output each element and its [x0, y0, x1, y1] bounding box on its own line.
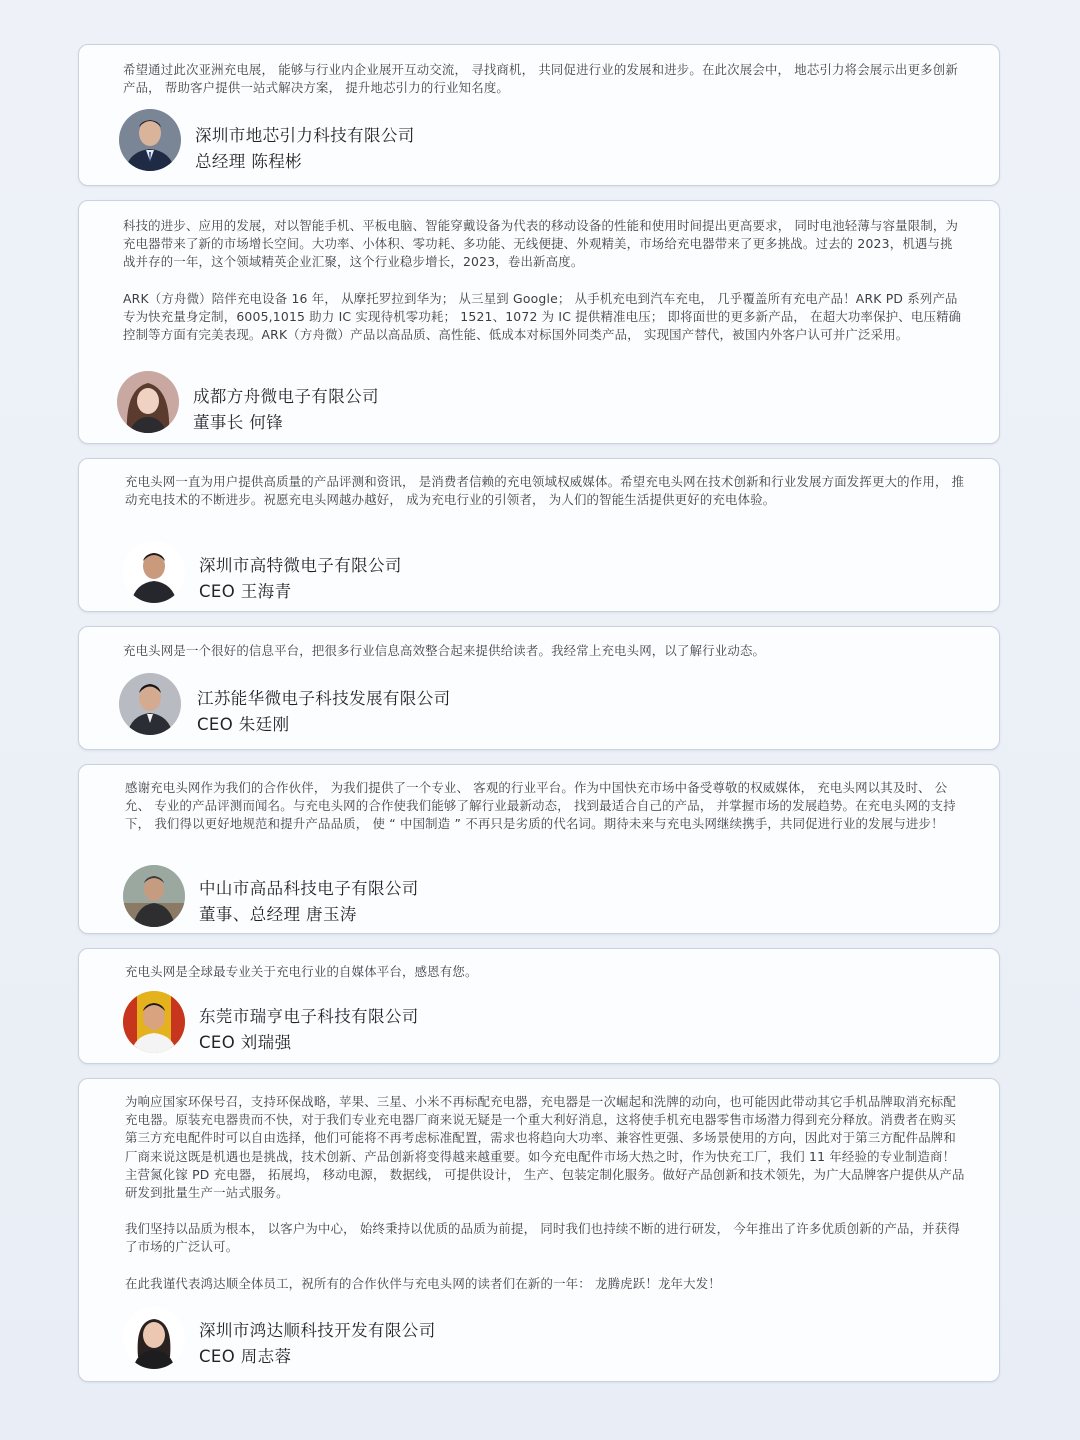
testimonial-paragraph: 感谢充电头网作为我们的合作伙伴， 为我们提供了一个专业、 客观的行业平台。作为中国快充市场中备受尊敬的权威媒体， 充电头网以其及时、 公允、 专业的产品评测而闻名。与充电头网的合作使我们能够了解行业最新动态， 找到最适合自己的产品， 并掌握市场的发展趋势。在充电头网的支持下， 我们得以更好地规范和提升产品品质， 使 “ 中国制造 ” 不再只是劣质的代名词。期待未来与充电头网继续携手，共同促进行业的发展与进步！ [125, 780, 956, 832]
company-name: 中山市高品科技电子有限公司 [199, 879, 419, 898]
company-name: 东莞市瑞亨电子科技有限公司 [199, 1007, 419, 1026]
testimonial-card [78, 626, 1000, 750]
avatar [123, 541, 185, 603]
testimonial-card [78, 458, 1000, 612]
testimonial-card [78, 1078, 1000, 1382]
avatar [123, 1307, 185, 1369]
person-title: CEO 周志蓉 [199, 1347, 292, 1366]
company-name: 深圳市高特微电子有限公司 [199, 556, 402, 575]
testimonial-card [78, 200, 1000, 444]
man-portrait-icon [123, 991, 185, 1053]
testimonial-paragraph: 在此我谨代表鸿达顺全体员工，祝所有的合作伙伴与充电头网的读者们在新的一年： 龙腾虎跃！龙年大发！ [125, 1275, 721, 1291]
testimonial-text [123, 642, 965, 660]
woman-portrait-icon [117, 371, 179, 433]
man-in-suit-portrait-icon [119, 109, 181, 171]
person-title: 总经理 陈程彬 [195, 152, 303, 171]
testimonial-paragraph: 充电头网是一个很好的信息平台，把很多行业信息高效整合起来提供给读者。我经常上充电头网，以了解行业动态。 [123, 643, 766, 658]
person-title: 董事长 何锋 [193, 413, 284, 432]
testimonial-paragraph: 科技的进步、应用的发展，对以智能手机、平板电脑、智能穿戴设备为代表的移动设备的性能和使用时间提出更高要求， 同时电池轻薄与容量限制，为充电器带来了新的市场增长空间。大功率、小体积、零功耗、多功能、无线便捷、外观精美，市场给充电器带来了更多挑战。过去的 2023，机遇与挑战并存的一年，这个领域精英企业汇聚，这个行业稳步增长，2023，卷出新高度。 [123, 218, 959, 270]
person-title: CEO 刘瑞强 [199, 1033, 292, 1052]
testimonial-paragraph: 希望通过此次亚洲充电展， 能够与行业内企业展开互动交流， 寻找商机， 共同促进行业的发展和进步。在此次展会中， 地芯引力将会展示出更多创新产品， 帮助客户提供一站式解决方案， 提升地芯引力的行业知名度。 [123, 62, 958, 96]
avatar [119, 109, 181, 171]
company-name: 成都方舟微电子有限公司 [193, 387, 379, 406]
testimonial-card [78, 44, 1000, 186]
testimonial-paragraph: 充电头网一直为用户提供高质量的产品评测和资讯， 是消费者信赖的充电领域权威媒体。希望充电头网在技术创新和行业发展方面发挥更大的作用， 推动充电技术的不断进步。祝愿充电头网越办越好， 成为充电行业的引领者， 为人们的智能生活提供更好的充电体验。 [125, 474, 965, 508]
testimonial-paragraph: ARK（方舟微）陪伴充电设备 16 年， 从摩托罗拉到华为； 从三星到 Google； 从手机充电到汽车充电， 几乎覆盖所有充电产品！ARK PD 系列产品专为快充量身定制，6005,1015 助力 IC 实现待机零功耗； 1521、1072 为 IC 提供精准电压； 即将面世的更多新产品， 在超大功率保护、电压精确控制等方面有完美表现。ARK（方舟微）产品以高品质、高性能、低成本对标国外同类产品， 实现国产替代，被国内外客户认可并广泛采用。 [123, 290, 962, 343]
company-name: 深圳市鸿达顺科技开发有限公司 [199, 1321, 436, 1340]
testimonial-card [78, 948, 1000, 1064]
company-name: 深圳市地芯引力科技有限公司 [195, 126, 415, 145]
person-title: CEO 王海青 [199, 582, 292, 601]
testimonial-card [78, 764, 1000, 934]
avatar [117, 371, 179, 433]
testimonial-text [125, 473, 965, 509]
testimonial-paragraph: 充电头网是全球最专业关于充电行业的自媒体平台，感恩有您。 [125, 964, 478, 979]
testimonial-text [125, 1093, 965, 1293]
avatar [123, 865, 185, 927]
testimonial-text [125, 779, 965, 834]
testimonial-text [125, 963, 965, 981]
testimonial-paragraph: 为响应国家环保号召，支持环保战略，苹果、三星、小米不再标配充电器，充电器是一次崛起和洗牌的动向，也可能因此带动其它手机品牌取消充标配充电器。原装充电器贵而不快，对于我们专业充电器厂商来说无疑是一个重大利好消息，这将使手机充电器零售市场潜力得到充分释放。消费者在购买第三方充电配件时可以自由选择，他们可能将不再考虑标准配置，需求也将趋向大功率、兼容性更强、多场景使用的方向，因此对于第三方配件品牌和厂商来说这既是机遇也是挑战，技术创新、产品创新将变得越来越重要。如今充电配件市场大热之时，作为快充工厂，我们 11 年经验的专业制造商！主营氮化镓 PD 充电器， 拓展坞， 移动电源， 数据线， 可提供设计， 生产、包装定制化服务。做好产品创新和技术领先，为广大品牌客户提供从产品研发到批量生产一站式服务。 [125, 1094, 965, 1201]
company-name: 江苏能华微电子科技发展有限公司 [197, 689, 451, 708]
testimonial-paragraph: 我们坚持以品质为根本， 以客户为中心， 始终秉持以优质的品质为前提， 同时我们也持续不断的进行研发， 今年推出了许多优质创新的产品，并获得了市场的广泛认可。 [125, 1221, 960, 1255]
person-title: 董事、总经理 唐玉涛 [199, 905, 357, 924]
person-title: CEO 朱廷刚 [197, 715, 290, 734]
man-portrait-icon [119, 673, 181, 735]
avatar [123, 991, 185, 1053]
testimonial-text [123, 217, 965, 344]
testimonial-text [123, 61, 965, 97]
woman-portrait-icon [123, 1307, 185, 1369]
avatar [119, 673, 181, 735]
man-portrait-icon [123, 541, 185, 603]
man-portrait-icon [123, 865, 185, 927]
